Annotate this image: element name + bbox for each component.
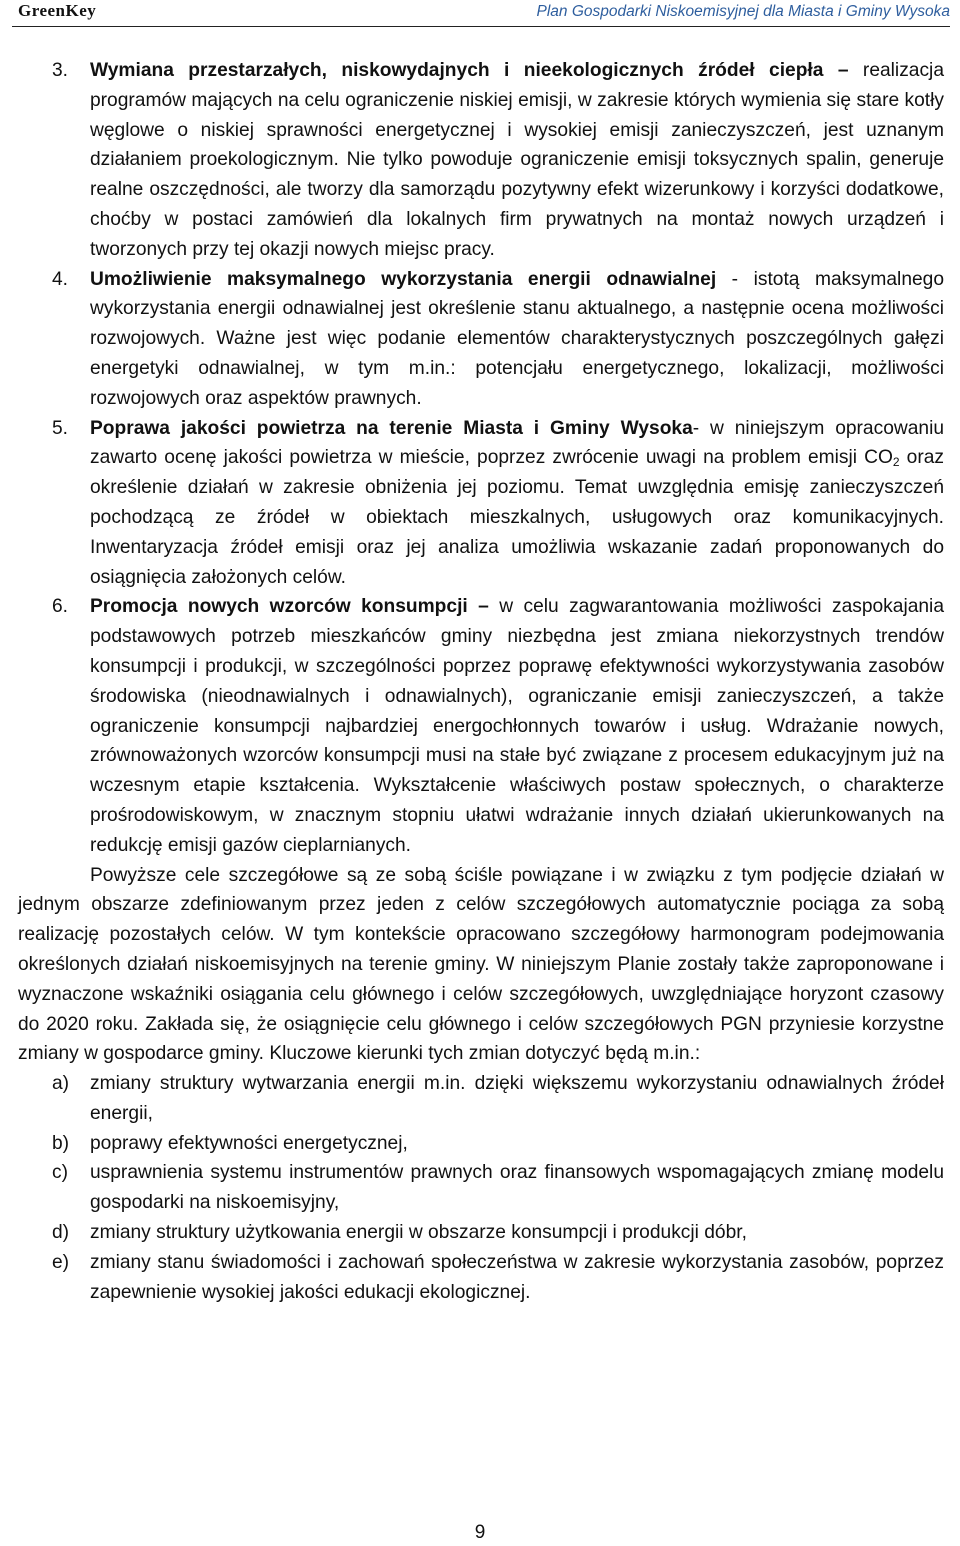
item-heading: Poprawa jakości powietrza na terenie Miasta i Gminy Wysoka — [90, 417, 693, 439]
brand-logo: GreenKey — [18, 1, 97, 20]
item-label: a) — [52, 1073, 70, 1095]
list-item-4 — [18, 265, 944, 414]
document-body — [18, 56, 944, 1307]
item-number: 3. — [52, 60, 69, 81]
item-text: - w niniejszym opracowaniu zawarto ocenę jakości powietrza w mieście, poprzez zwrócenie uwagi na problem emisji CO — [90, 417, 945, 469]
item-heading: Umożliwienie maksymalnego wykorzystania energii odnawialnej — [90, 268, 717, 290]
page-number: 9 — [474, 1522, 486, 1543]
item-text: usprawnienia systemu instrumentów prawnych oraz finansowych wspomagających zmianę modelu gospodarki na niskoemisyjny, — [90, 1162, 944, 1214]
item-text: zmiany stanu świadomości i zachowań społeczeństwa w zakresie wykorzystania zasobów, poprzez zapewnienie wysokiej jakości edukacji ekologicznej. — [90, 1251, 944, 1303]
item-text: - istotą maksymalnego wykorzystania energii odnawialnej jest określenie stanu aktualnego, a następnie ocena możliwości rozwojowych. Ważne jest więc podanie elementów charakterystycznych poszczególnych gałęzi energetyki odnawialnej, w tym m.in.: potencjału energetycznego, lokalizacji, możliwości rozwojowych oraz aspektów prawnych. — [90, 268, 944, 409]
item-number: 4. — [52, 268, 69, 290]
item-text: zmiany struktury użytkowania energii w obszarze konsumpcji i produkcji dóbr, — [90, 1222, 747, 1244]
item-text: oraz określenie działań w zakresie obniżenia jej poziomu. Temat uwzględnia emisję zanieczyszczeń pochodzącą ze źródeł w obiektach mieszkalnych, usługowych oraz komunikacyjnych. Inwentaryzacja źródeł emisji oraz jej analiza umożliwia wskazanie zadań proponowanych do osiągnięcia założonych celów. — [90, 447, 944, 588]
list-item-a — [18, 1069, 944, 1129]
subscript: 2 — [892, 455, 900, 470]
list-item-d — [18, 1218, 944, 1248]
list-item-6 — [18, 592, 944, 860]
item-label: e) — [52, 1251, 70, 1273]
item-number: 6. — [52, 596, 69, 618]
document-title: Plan Gospodarki Niskoemisyjnej dla Miasta i Gminy Wysoka — [536, 3, 950, 20]
item-heading: Wymiana przestarzałych, niskowydajnych i nieekologicznych źródeł ciepła – — [90, 60, 849, 81]
item-text: poprawy efektywności energetycznej, — [90, 1132, 408, 1154]
body-paragraph: Powyższe cele szczegółowe są ze sobą ściśle powiązane i w związku z tym podjęcie działań w jednym obszarze zdefiniowanym przez jeden z celów szczegółowych automatycznie pociąga za sobą realizację pozostałych celów. W tym kontekście opracowano szczegółowy harmonogram podejmowania określonych działań niskoemisyjnych na terenie gminy. W niniejszym Planie zostały także zaproponowane i wyznaczone wskaźniki osiągania celu głównego i celów szczegółowych, uwzględniające horyzont czasowy do 2020 roku. Zakłada się, że osiągnięcie celu głównego i celów szczegółowych PGN przyniesie korzystne zmiany w gospodarce gminy. Kluczowe kierunki tych zmian dotyczyć będą m.in.: — [18, 864, 944, 1065]
item-label: b) — [52, 1132, 70, 1154]
list-item-3 — [18, 56, 944, 265]
list-item-c — [18, 1158, 944, 1218]
item-label: d) — [52, 1222, 70, 1244]
item-label: c) — [52, 1162, 68, 1184]
item-text: zmiany struktury wytwarzania energii m.in. dzięki większemu wykorzystaniu odnawialnych źródeł energii, — [90, 1073, 944, 1124]
list-item-5 — [18, 414, 944, 593]
item-number: 5. — [52, 417, 69, 439]
item-heading: Promocja nowych wzorców konsumpcji – — [90, 596, 489, 618]
item-text: realizacja programów mających na celu ograniczenie niskiej emisji, w zakresie których wymienia się stare kotły węglowe o niskiej sprawności energetycznej i wysokiej emisji zanieczyszczeń, jest uznanym działaniem proekologicznym. Nie tylko powoduje ograniczenie emisji toksycznych spalin, generuje realne oszczędności, ale tworzy dla samorządu pozytywny efekt wizerunkowy i korzyści dodatkowe, choćby w postaci zamówień dla lokalnych firm prywatnych na montaż nowych urządzeń i tworzonych przy tej okazji nowych miejsc pracy. — [90, 60, 944, 260]
list-item-e — [18, 1248, 944, 1308]
item-text: w celu zagwarantowania możliwości zaspokajania podstawowych potrzeb mieszkańców gminy niezbędna jest zmiana niekorzystnych trendów konsumpcji i produkcji, w szczególności poprzez poprawę efektywności wykorzystywania zasobów środowiska (nieodnawialnych i odnawialnych), ograniczanie emisji zanieczyszczeń, a także ograniczenie konsumpcji najbardziej energochłonnych towarów i usług. Wdrażanie nowych, zrównoważonych wzorców konsumpcji musi na stałe być związane z procesem edukacyjnym już na wczesnym etapie kształcenia. Wykształcenie właściwych postaw społecznych, o charakterze prośrodowiskowym, w znacznym stopniu ułatwi wdrażanie innych działań ukierunkowanych na redukcję emisji gazów cieplarnianych. — [90, 596, 944, 856]
page-header — [12, 0, 950, 27]
list-item-b — [18, 1129, 944, 1159]
